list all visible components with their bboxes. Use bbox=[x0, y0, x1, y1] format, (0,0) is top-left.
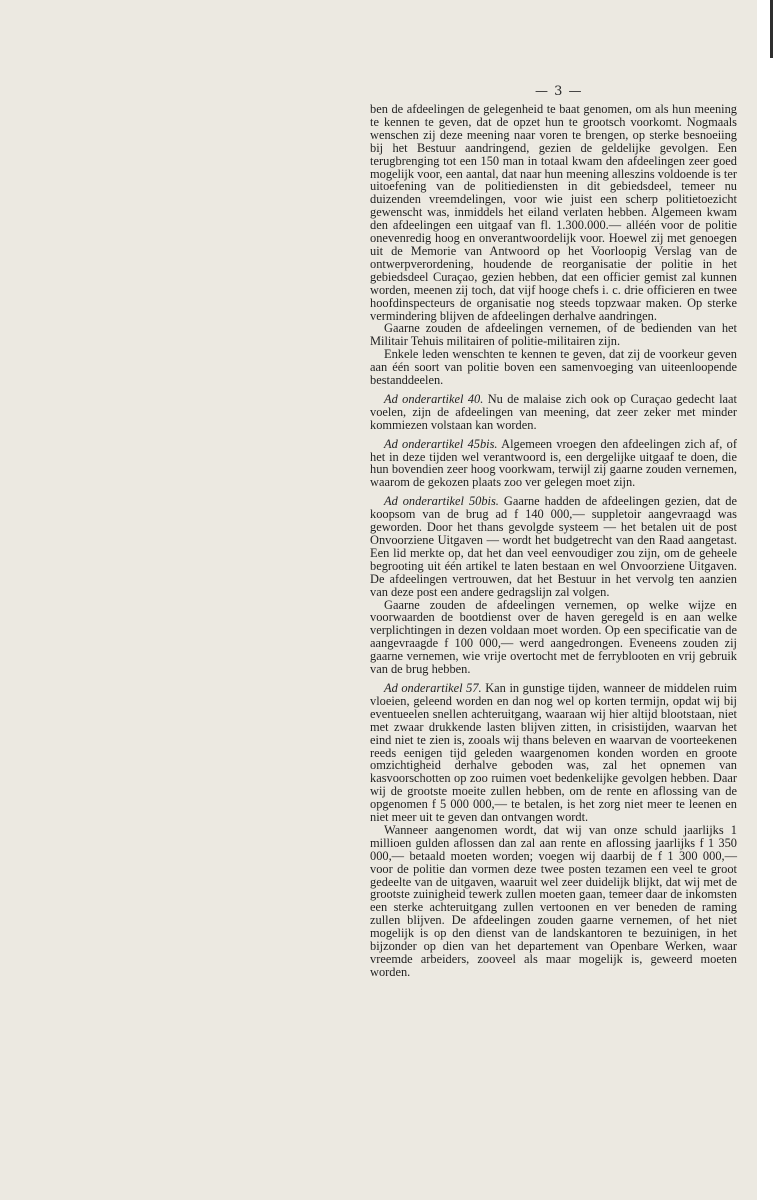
paragraph: Gaarne zouden de afdeelingen vernemen, op welke wijze en voorwaarden de bootdienst over de haven geregeld is en aan welke verplichtingen in dezen voldaan moet worden. Op een specificatie van de aangevraagde f 100 000,— werd aangedrongen. Eveneens zouden zij gaarne vernemen, wie vrije overtocht met de ferryblooten en vrij gebruik van de brug hebben. bbox=[370, 597, 737, 677]
page-number: — 3 — bbox=[535, 84, 583, 99]
section-text: Gaarne hadden de afdeelingen gezien, dat de koopsom van de brug ad f 140 000,— suppletoir aangevraagd was geworden. Door het thans gevolgde systeem — het betalen uit de post Onvoorziene Uitgaven — wordt het budgetrecht van den Raad aangetast. Een lid merkte op, dat het dan veel eenvoudiger zou zijn, om de geheele begrooting uit één artikel te laten bestaan en wel Onvoorziene Uitgaven. De afdeelingen vertrouwen, dat het Bestuur in het vervolg ten aanzien van deze post een andere gedragslijn zal volgen. bbox=[370, 494, 737, 599]
section-text: Nu de malaise zich ook op Curaçao gedecht laat voelen, zijn de afdeelingen van meening, dat zeer zeker met minder kommiezen volstaan kan worden. bbox=[370, 391, 737, 432]
section-text: Kan in gunstige tijden, wanneer de middelen ruim vloeien, geleend worden en dan nog wel op korten termijn, opdat wij bij eventueelen snellen achteruitgang, waaraan wij hier altijd blootstaan, niet met zwaar drukkende lasten blijven zitten, in crisistijden, waarvan het eind niet te zien is, zooals wij thans beleven en waarvan de voorteekenen reeds eenigen tijd geleden waargenomen konden worden en groote omzichtigheid derhalve geboden was, zal het opnemen van kasvoorschotten op zoo ruimen voet bedenkelijke gevolgen hebben. Daar wij de grootste moeite zullen hebben, om de rente en aflossing van de opgenomen f 5 000 000,— te betalen, is het zorg niet meer te leenen en niet meer uit te geven dan ontvangen wordt. bbox=[370, 680, 737, 825]
section-heading: Ad onderartikel 40. bbox=[384, 391, 484, 406]
section-paragraph bbox=[370, 438, 737, 490]
section-heading: Ad onderartikel 50bis. bbox=[384, 494, 499, 509]
body-text bbox=[370, 103, 737, 979]
edge-mark bbox=[770, 0, 773, 58]
section-heading: Ad onderartikel 45bis. bbox=[384, 436, 498, 451]
paragraph: ben de afdeelingen de gelegenheid te baat genomen, om als hun meening te kennen te geven, dat de opzet hun te grootsch voorkomt. Nogmaals wenschen zij deze meening naar voren te brengen, op sterke besnoeiing bij het Bestuur aandringend, gezien de geldelijke gevolgen. Een terugbrenging tot een 150 man in totaal kwam den afdeelingen zeer goed mogelijk voor, een aantal, dat naar hun meening alleszins voldoende is ter uitoefening van de politiediensten in dit gebiedsdeel, temeer nu duizenden vreemdelingen, voor wie juist een scherp politietoezicht gewenscht was, inmiddels het eiland verlaten hebben. Algemeen kwam den afdeelingen een uitgaaf van fl. 1.300.000.— alléén voor de politie onevenredig hoog en onverantwoordelijk voor. Hoewel zij met genoegen uit de Memorie van Antwoord op het Voorloopig Verslag van de ontwerpverordening, houdende de reorganisatie der politie in het gebiedsdeel Curaçao, gezien hebben, dat een officier gemist zal kunnen worden, meenen zij toch, dat vijf hooge chefs i. c. drie officieren en twee hoofdinspecteurs de organisatie nog steeds topzwaar maken. Op sterke vermindering blijven de afdeelingen derhalve aandringen. bbox=[370, 102, 737, 323]
section-heading: Ad onderartikel 57. bbox=[384, 680, 482, 695]
section-paragraph bbox=[370, 495, 737, 598]
section-paragraph bbox=[370, 393, 737, 432]
section-text: Algemeen vroegen den afdeelingen zich af, of het in deze tijden wel verantwoord is, een dergelijke uitgaaf te doen, die hun bovendien zeer hoog voorkwam, terwijl zij gaarne zouden vernemen, waarom de gekozen plaats zoo ver gelegen moet zijn. bbox=[370, 436, 737, 490]
paragraph: Wanneer aangenomen wordt, dat wij van onze schuld jaarlijks 1 millioen gulden aflossen dan zal aan rente en aflossing jaarlijks f 1 350 000,— betaald moeten worden; voegen wij daarbij de f 1 300 000,— voor de politie dan vormen deze twee posten tezamen een veel te groot gedeelte van de uitgaven, waaruit wel zeer duidelijk blijkt, dat wij met de grootste zuinigheid tewerk zullen moeten gaan, temeer daar de inkomsten een sterke achteruitgang zullen vertoonen en ver beneden de raming zullen blijven. De afdeelingen zouden gaarne vernemen, of het niet mogelijk is op den dienst van de landskantoren te bezuinigen, in het bijzonder op dien van het departement van Openbare Werken, waar vreemde arbeiders, zooveel als maar mogelijk is, geweerd moeten worden. bbox=[370, 822, 737, 979]
paragraph: Enkele leden wenschten te kennen te geven, dat zij de voorkeur geven aan één soort van politie boven een samenvoeging van uiteenloopende bestanddeelen. bbox=[370, 347, 737, 388]
section-paragraph bbox=[370, 682, 737, 824]
paragraph: Gaarne zouden de afdeelingen vernemen, of de bedienden van het Militair Tehuis militairen of politie-militairen zijn. bbox=[370, 321, 737, 349]
page-margin-band bbox=[757, 0, 783, 1200]
